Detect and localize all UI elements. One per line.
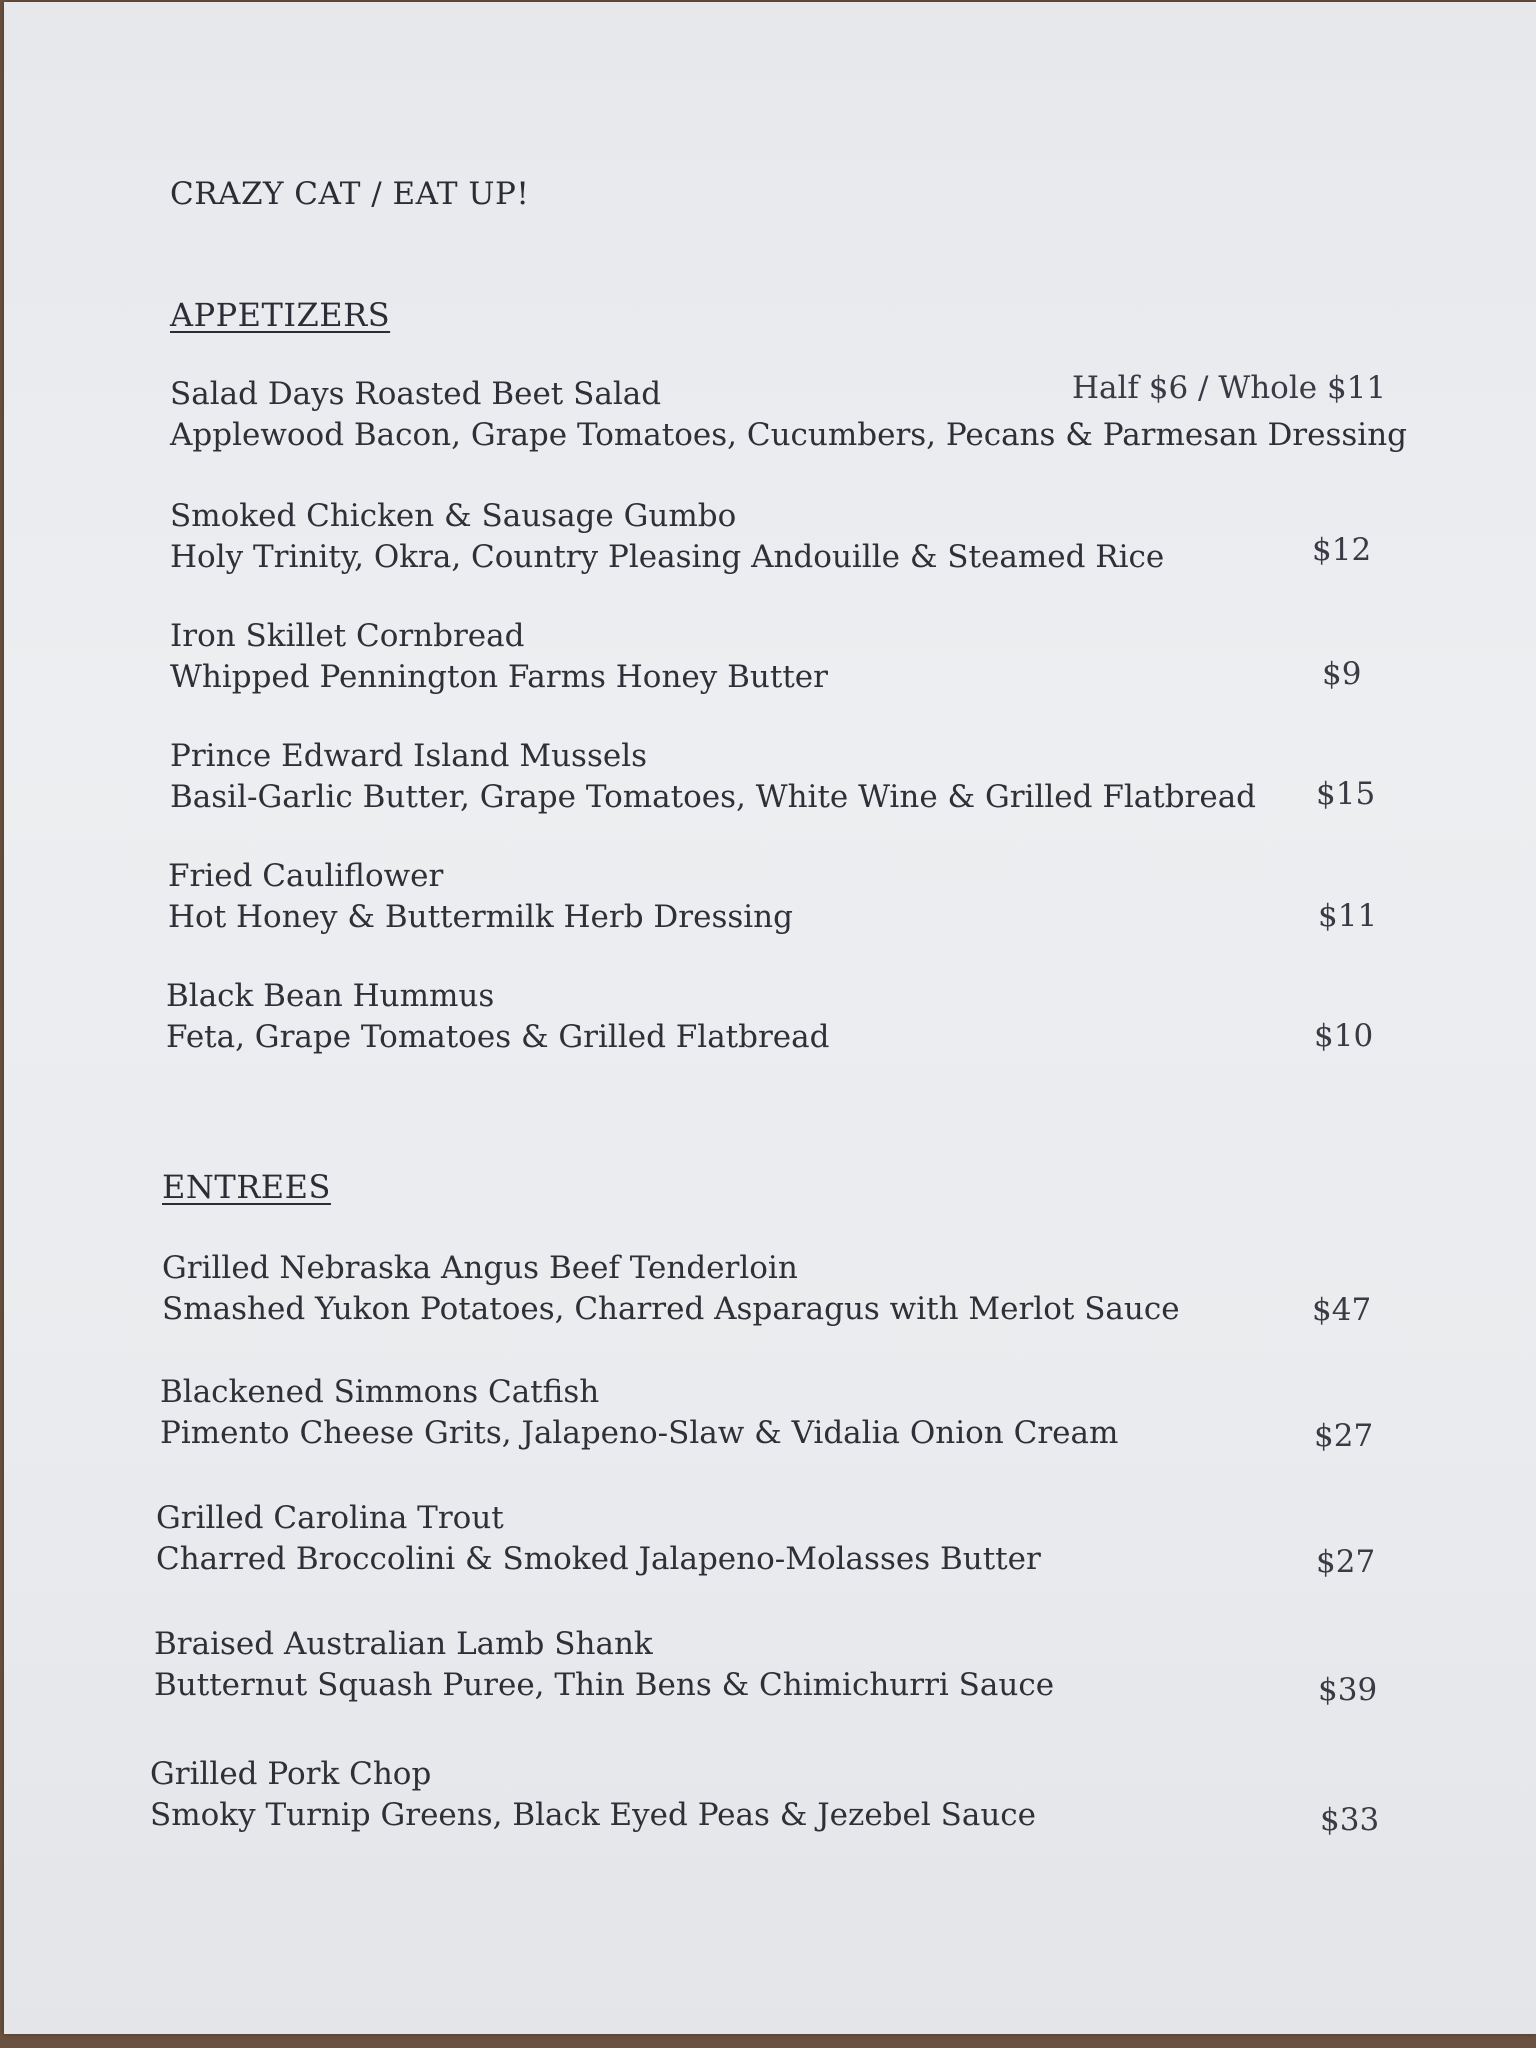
menu-paper [4,2,1536,2034]
item-name: Iron Skillet Cornbread [170,618,525,654]
item-price: $33 [1320,1802,1380,1838]
item-name: Smoked Chicken & Sausage Gumbo [170,498,737,534]
item-description: Applewood Bacon, Grape Tomatoes, Cucumbers, Pecans & Parmesan Dressing [170,417,1408,453]
section-heading-appetizers: APPETIZERS [170,296,391,334]
item-price: $27 [1316,1544,1376,1580]
menu-item [170,736,1390,818]
menu-item [166,976,1386,1058]
item-name: Prince Edward Island Mussels [170,738,648,774]
item-name: Grilled Carolina Trout [156,1500,504,1536]
menu-item [168,856,1388,938]
item-name: Fried Cauliflower [168,858,444,894]
item-price: $47 [1312,1292,1372,1328]
menu-item [170,496,1390,578]
menu-item [170,616,1390,698]
menu-item [162,1248,1382,1330]
item-description: Whipped Pennington Farms Honey Butter [170,659,828,695]
menu-item [154,1624,1374,1706]
section-heading-entrees: ENTREES [162,1168,331,1206]
menu-item [156,1498,1376,1580]
menu-item [150,1754,1370,1836]
item-price: Half $6 / Whole $11 [1072,370,1387,406]
menu-page [4,2,1536,2034]
item-description: Smashed Yukon Potatoes, Charred Asparagus with Merlot Sauce [162,1291,1180,1327]
item-description: Basil-Garlic Butter, Grape Tomatoes, White Wine & Grilled Flatbread [170,779,1257,815]
item-description: Hot Honey & Buttermilk Herb Dressing [168,899,793,935]
item-price: $11 [1318,898,1378,934]
item-description: Charred Broccolini & Smoked Jalapeno-Molasses Butter [156,1541,1041,1577]
item-name: Blackened Simmons Catfish [160,1374,600,1410]
item-name: Grilled Nebraska Angus Beef Tenderloin [162,1250,798,1286]
item-description: Feta, Grape Tomatoes & Grilled Flatbread [166,1019,830,1055]
menu-item [160,1372,1380,1454]
item-price: $10 [1314,1018,1374,1054]
item-description: Pimento Cheese Grits, Jalapeno-Slaw & Vidalia Onion Cream [160,1415,1119,1451]
item-description: Smoky Turnip Greens, Black Eyed Peas & Jezebel Sauce [150,1797,1037,1833]
item-name: Black Bean Hummus [166,978,495,1014]
item-price: $39 [1318,1672,1378,1708]
item-price: $27 [1314,1418,1374,1454]
item-description: Butternut Squash Puree, Thin Bens & Chimichurri Sauce [154,1667,1055,1703]
item-price: $9 [1322,656,1362,692]
item-name: Braised Australian Lamb Shank [154,1626,653,1662]
restaurant-title: CRAZY CAT / EAT UP! [170,176,530,212]
item-price: $12 [1312,532,1372,568]
item-description: Holy Trinity, Okra, Country Pleasing Andouille & Steamed Rice [170,539,1165,575]
item-name: Salad Days Roasted Beet Salad [170,376,662,412]
item-name: Grilled Pork Chop [150,1756,432,1792]
item-price: $15 [1316,776,1376,812]
